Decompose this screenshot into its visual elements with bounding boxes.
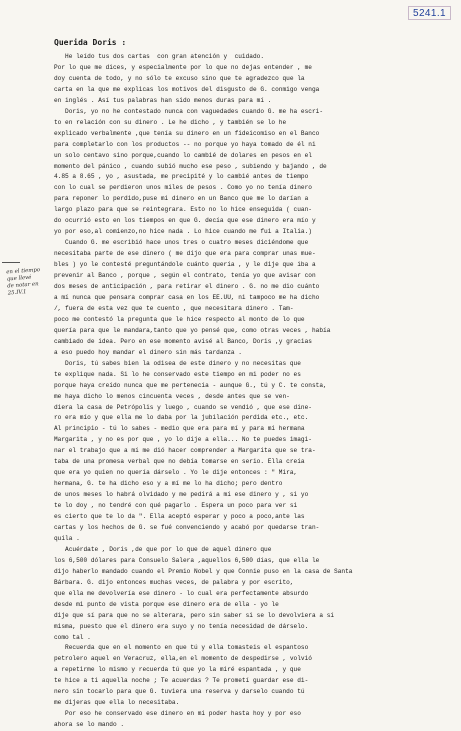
letter-line: nar el trabajo que a mí me dió hacer comprender a Margarita que se tra- [54, 447, 316, 455]
letter-line: que ella me devolvería ese dinero - lo cual era perfectamente absurdo [54, 589, 309, 597]
letter-line: Doris, tú sabes bien la odisea de este dinero y no necesitas que [54, 359, 301, 367]
letter-line: momento del pánico , cuando subió mucho ese peso , subiendo y bajando , de [54, 162, 327, 170]
letter-line: cartas y los hechos de G. se fué convenciendo y acabó por quedarse tran- [54, 523, 320, 531]
letter-line: para reponer lo perdido,puse mi dinero en un Banco que me lo darían a [54, 195, 309, 203]
letter-line: te hice a ti aquella noche ; Te acuerdas ? Te prometí guardar ese di- [54, 677, 309, 685]
letter-line: en inglés . Así tus palabras han sido menos duras para mí . [54, 96, 272, 104]
letter-line: carta en la que me explicas los motivos del disgusto de G. conmigo venga [54, 85, 320, 93]
letter-line: ahora se lo mando . [54, 721, 125, 729]
letter-line: diera la casa de Petrópolis y luego , cuando se vendió , que ese dine- [54, 403, 312, 411]
handwritten-margin-note: en el tiempo que llevé de notar en 25.IV.1 [6, 267, 41, 297]
letter-line: petrolero aquel en Veracruz, ella,en el momento de despedirse , volvió [54, 655, 312, 663]
letter-line: Acuérdate , Doris ,de que por lo que de aquel dinero que [54, 545, 272, 553]
letter-line: porque haya creído nunca que me pertenecía - aunque G., tú y C. te consta, [54, 381, 327, 389]
letter-line: dije que sí para que no se alterara, pero sin saber si se lo devolviera a sí [54, 611, 335, 619]
letter-line: do ocurrió esto en los tiempos en que G. decía que ese dinero era mío y [54, 217, 316, 225]
letter-line: doy cuenta de todo, y no sólo te excuso sino que te agradezco que la [54, 74, 305, 82]
margin-mark [2, 262, 20, 265]
letter-line: largo plazo para que se reintegrara. Esto no lo hice enseguida ( cuan- [54, 206, 312, 214]
letter-line: nero sin tocarlo para que G. tuviera una reserva y darselo cuando tú [54, 688, 305, 696]
letter-line: me dijeras que ella lo necesitaba. [54, 699, 180, 707]
letter-line: hermana, G. te ha dicho eso y a mí me lo ha dicho; pero dentro [54, 480, 283, 488]
letter-line: un solo centavo sino porque,cuando lo cambié de dolares en pesos en el [54, 151, 312, 159]
letter-line: con lo cual se perdieron unos miles de pesos . Como yo no tenía dinero [54, 184, 312, 192]
letter-line: como tal . [54, 633, 91, 641]
letter-line: 4.85 a 8.65 , yo , asustada, me precipité y lo cambié antes de tiempo [54, 173, 309, 181]
letter-line: bles ) yo le contesté preguntándole cuánto quería , y le dije que iba a [54, 261, 316, 269]
letter-line: prevenir al Banco , porque , según el contrato, tenía yo que avisar con [54, 272, 316, 280]
letter-line: yo por eso,al comienzo,no hice nada . Lo hice cuando me fui a Italia.) [54, 228, 312, 236]
letter-line: te lo doy , no tendré con qué pagarlo . Espera un poco para ver si [54, 502, 298, 510]
letter-line: cambiado de idea. Pero en ese momento avisé al Banco, Doris ,y gracias [54, 337, 312, 345]
letter-line: a repetirme lo mismo y recuerda tú que yo la miré espantada , y que [54, 666, 301, 674]
letter-line: los 6,500 dólares para Consuelo Salera ,aquellos 6,500 días, que ella le [54, 556, 320, 564]
letter-line: me haya dicho lo menos cincuenta veces , desde antes que se ven- [54, 392, 290, 400]
letter-line: dos meses de anticipación , para retirar el dinero . G. no me dio cuánto [54, 283, 320, 291]
letter-body [54, 52, 452, 731]
letter-line: a eso puedo hoy mandar el dinero sin más tardanza . [54, 348, 242, 356]
letter-line: Recuerda que en el momento en que tú y ella tomasteis el espantoso [54, 644, 309, 652]
letter-line: poco me contestó la pregunta que le hice respecto al monto de lo que [54, 315, 305, 323]
letter-line: que era yo quien no quería dárselo . Yo le dije entonces : " Mira, [54, 469, 298, 477]
letter-line: necesitaba parte de ese dinero ( me dijo que era para comprar unas mue- [54, 250, 316, 258]
letter-line: taba de una promesa verbal que no debía tomarse en serio. Ella creía [54, 458, 305, 466]
letter-line: He leído tus dos cartas con gran atención y cuidado. [54, 53, 265, 60]
letter-line: dijo haberlo mandado cuando el Premio Nobel y que Connie puso en la casa de Santa [54, 567, 353, 575]
letter-line: es cierto que te lo da ". Ella aceptó esperar y poco a poco,ante las [54, 513, 305, 521]
letter-salutation: Querida Doris : [54, 38, 127, 47]
letter-line: ro era mío y que ella me lo daba por la jubilación perdida etc., etc. [54, 414, 309, 422]
letter-line: para completarlo con los productos -- no porque yo haya tomado de él ni [54, 140, 316, 148]
letter-line: Bárbara. G. dijo entonces muchas veces, de palabra y por escrito, [54, 578, 294, 586]
letter-line: Al principio - tú lo sabes - medio que era para mí y para mi hermana [54, 425, 305, 433]
letter-line: explicado verbalmente ,que tenía su dinero en un fideicomiso en el Banco [54, 129, 320, 137]
letter-line: quila . [54, 534, 80, 542]
letter-line: quería para que le mandara,tanto que yo pensé que, como otras veces , había [54, 326, 331, 334]
letter-line: Doris, yo no he contestado nunca con vaguedades cuando G. me ha escri- [54, 107, 324, 115]
letter-line: to en relación con su dinero . Le he dicho , y también se lo he [54, 118, 287, 126]
letter-line: /, fuera de esta vez que te cuento , que necesitara dinero . Tam- [54, 304, 294, 312]
letter-line: a mí nunca que pensara comprar casa en los EE.UU, ni tampoco me ha dicho [54, 293, 320, 301]
folio-number: 5241.1 [408, 6, 451, 20]
letter-line: Por eso he conservado ese dinero en mi poder hasta hoy y por eso [54, 710, 301, 718]
letter-line: Margarita , y no es por que , yo lo dije a ella... No te puedes imagi- [54, 436, 312, 444]
letter-line: Por lo que me dices, y especialmente por lo que no dejas entender , me [54, 63, 312, 71]
letter-line: Cuando G. me escribió hace unos tres o cuatro meses diciéndome que [54, 239, 309, 247]
letter-line: de unos meses lo habrá olvidado y me pedirá a mí ese dinero y , si yo [54, 491, 309, 499]
letter-line: te explique nada. Si lo he conservado este tiempo en mi poder no es [54, 370, 301, 378]
letter-line: misma, puesto que el dinero era suyo y no tenía necesidad de dárselo. [54, 622, 309, 630]
letter-line: desde mi punto de vista porque ese dinero era de ella - yo le [54, 600, 279, 608]
